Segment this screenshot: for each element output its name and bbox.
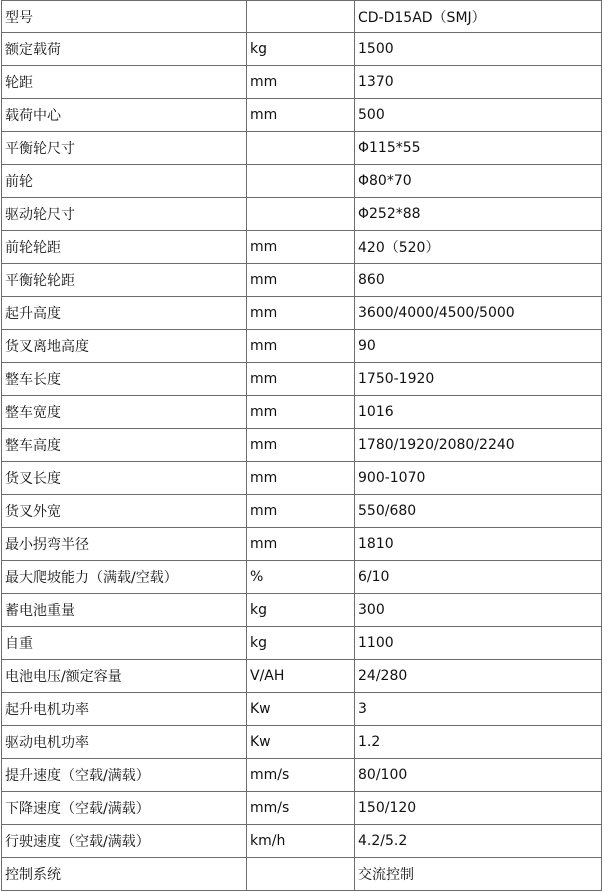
spec-unit — [247, 165, 355, 198]
spec-name: 最小拐弯半径 — [2, 528, 247, 561]
spec-value: 900-1070 — [355, 462, 602, 495]
spec-value: 90 — [355, 330, 602, 363]
spec-value: 500 — [355, 99, 602, 132]
table-row — [2, 330, 602, 363]
spec-unit — [247, 858, 355, 891]
spec-name: 最大爬坡能力（满载/空载） — [2, 561, 247, 594]
spec-value: 300 — [355, 594, 602, 627]
spec-value: 24/280 — [355, 660, 602, 693]
table-row — [2, 33, 602, 66]
spec-unit: mm — [247, 462, 355, 495]
spec-name: 起升电机功率 — [2, 693, 247, 726]
spec-name: 货叉离地高度 — [2, 330, 247, 363]
spec-value: 3 — [355, 693, 602, 726]
spec-unit: mm — [247, 363, 355, 396]
spec-value: 3600/4000/4500/5000 — [355, 297, 602, 330]
table-row — [2, 165, 602, 198]
spec-value: 1016 — [355, 396, 602, 429]
spec-unit: kg — [247, 33, 355, 66]
spec-unit: % — [247, 561, 355, 594]
table-row — [2, 264, 602, 297]
spec-unit: mm — [247, 429, 355, 462]
spec-name: 整车宽度 — [2, 396, 247, 429]
spec-value: 80/100 — [355, 759, 602, 792]
table-row — [2, 759, 602, 792]
spec-unit: kg — [247, 627, 355, 660]
spec-value: 860 — [355, 264, 602, 297]
table-row — [2, 627, 602, 660]
spec-value: 1.2 — [355, 726, 602, 759]
spec-value: 4.2/5.2 — [355, 825, 602, 858]
spec-name: 驱动轮尺寸 — [2, 198, 247, 231]
table-row — [2, 231, 602, 264]
spec-unit: mm — [247, 297, 355, 330]
spec-table — [1, 0, 602, 891]
spec-unit: mm — [247, 495, 355, 528]
spec-value: Φ252*88 — [355, 198, 602, 231]
spec-unit — [247, 132, 355, 165]
spec-unit: mm — [247, 330, 355, 363]
spec-unit: mm/s — [247, 759, 355, 792]
spec-name: 前轮 — [2, 165, 247, 198]
spec-name: 提升速度（空载/满载） — [2, 759, 247, 792]
table-row — [2, 594, 602, 627]
spec-value: 交流控制 — [355, 858, 602, 891]
table-row — [2, 858, 602, 891]
spec-unit: Kw — [247, 726, 355, 759]
spec-name: 货叉外宽 — [2, 495, 247, 528]
spec-name: 轮距 — [2, 66, 247, 99]
table-row — [2, 297, 602, 330]
table-row — [2, 396, 602, 429]
spec-unit: km/h — [247, 825, 355, 858]
spec-name: 前轮轮距 — [2, 231, 247, 264]
table-row — [2, 495, 602, 528]
spec-value: 6/10 — [355, 561, 602, 594]
spec-name: 起升高度 — [2, 297, 247, 330]
table-row — [2, 429, 602, 462]
spec-name: 整车长度 — [2, 363, 247, 396]
spec-value: Φ80*70 — [355, 165, 602, 198]
spec-name: 载荷中心 — [2, 99, 247, 132]
spec-unit: mm — [247, 66, 355, 99]
spec-value: 1810 — [355, 528, 602, 561]
spec-unit: mm — [247, 264, 355, 297]
spec-value: 150/120 — [355, 792, 602, 825]
spec-value: 1100 — [355, 627, 602, 660]
spec-unit — [247, 198, 355, 231]
spec-name: 额定载荷 — [2, 33, 247, 66]
spec-unit — [247, 1, 355, 33]
spec-value: CD-D15AD（SMJ） — [355, 1, 602, 33]
spec-name: 行驶速度（空载/满载） — [2, 825, 247, 858]
spec-name: 平衡轮轮距 — [2, 264, 247, 297]
table-row — [2, 693, 602, 726]
spec-name: 平衡轮尺寸 — [2, 132, 247, 165]
spec-unit: mm — [247, 396, 355, 429]
table-row — [2, 660, 602, 693]
table-row — [2, 1, 602, 33]
table-row — [2, 462, 602, 495]
spec-unit: V/AH — [247, 660, 355, 693]
spec-value: 1370 — [355, 66, 602, 99]
spec-value: Φ115*55 — [355, 132, 602, 165]
spec-value: 1780/1920/2080/2240 — [355, 429, 602, 462]
spec-name: 电池电压/额定容量 — [2, 660, 247, 693]
spec-value: 550/680 — [355, 495, 602, 528]
spec-unit: mm — [247, 528, 355, 561]
spec-unit: mm — [247, 231, 355, 264]
table-row — [2, 198, 602, 231]
spec-unit: Kw — [247, 693, 355, 726]
spec-value: 420（520） — [355, 231, 602, 264]
table-row — [2, 99, 602, 132]
table-row — [2, 363, 602, 396]
spec-name: 型号 — [2, 1, 247, 33]
table-row — [2, 66, 602, 99]
spec-value: 1500 — [355, 33, 602, 66]
spec-name: 下降速度（空载/满载） — [2, 792, 247, 825]
table-row — [2, 132, 602, 165]
spec-name: 整车高度 — [2, 429, 247, 462]
spec-name: 驱动电机功率 — [2, 726, 247, 759]
table-row — [2, 561, 602, 594]
table-row — [2, 825, 602, 858]
spec-unit: kg — [247, 594, 355, 627]
spec-name: 蓄电池重量 — [2, 594, 247, 627]
spec-value: 1750-1920 — [355, 363, 602, 396]
table-row — [2, 528, 602, 561]
spec-unit: mm/s — [247, 792, 355, 825]
spec-name: 自重 — [2, 627, 247, 660]
spec-name: 控制系统 — [2, 858, 247, 891]
table-row — [2, 792, 602, 825]
spec-unit: mm — [247, 99, 355, 132]
spec-name: 货叉长度 — [2, 462, 247, 495]
table-row — [2, 726, 602, 759]
